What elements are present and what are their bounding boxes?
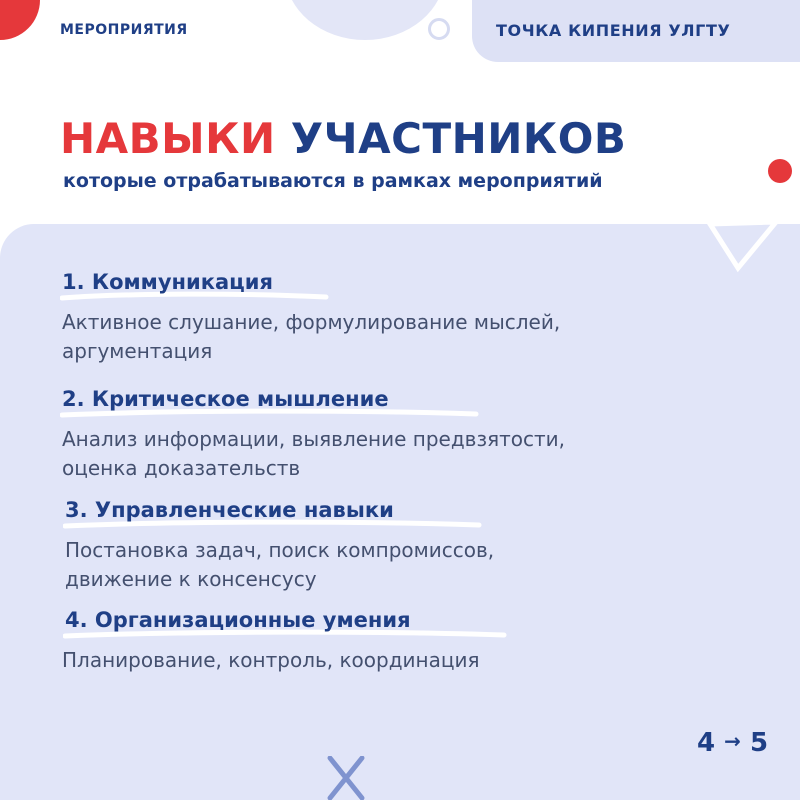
section-label: МЕРОПРИЯТИЯ xyxy=(60,22,188,38)
triangle-outline-decoration xyxy=(706,218,780,274)
skill-desc-line: Планирование, контроль, координация xyxy=(62,648,480,672)
page-title xyxy=(60,114,627,163)
red-corner-circle-decoration xyxy=(0,0,40,40)
skill-desc-critical-thinking xyxy=(62,425,565,483)
page-subtitle: которые отрабатываются в рамках мероприятий xyxy=(63,170,603,192)
title-part-red: НАВЫКИ xyxy=(60,114,276,163)
ring-decoration xyxy=(428,18,450,40)
skill-title-management: 3. Управленческие навыки xyxy=(65,498,394,522)
skill-desc-organizational xyxy=(62,646,480,675)
arrow-right-icon: → xyxy=(724,729,741,753)
skill-desc-line: движение к консенсусу xyxy=(65,567,317,591)
skill-title-critical-thinking: 2. Критическое мышление xyxy=(62,387,389,411)
top-blob-decoration xyxy=(285,0,445,40)
title-part-blue: УЧАСТНИКОВ xyxy=(290,114,627,163)
page-indicator xyxy=(697,728,768,758)
current-page-number: 4 xyxy=(697,728,716,758)
next-page-number: 5 xyxy=(749,728,769,758)
skill-desc-line: Постановка задач, поиск компромиссов, xyxy=(65,538,495,562)
skill-desc-line: Анализ информации, выявление предвзятости, xyxy=(62,427,566,451)
skill-desc-line: оценка доказательств xyxy=(62,456,301,480)
skill-desc-line: аргументация xyxy=(62,339,213,363)
skill-title-communication: 1. Коммуникация xyxy=(62,270,273,294)
skill-title-organizational: 4. Организационные умения xyxy=(65,608,411,632)
x-cross-decoration xyxy=(326,756,366,800)
brand-label: ТОЧКА КИПЕНИЯ УЛГТУ xyxy=(496,21,731,40)
skill-desc-line: Активное слушание, формулирование мыслей, xyxy=(62,310,561,334)
skill-desc-communication xyxy=(62,308,560,366)
skill-desc-management xyxy=(65,536,494,594)
red-dot-decoration xyxy=(768,159,792,183)
